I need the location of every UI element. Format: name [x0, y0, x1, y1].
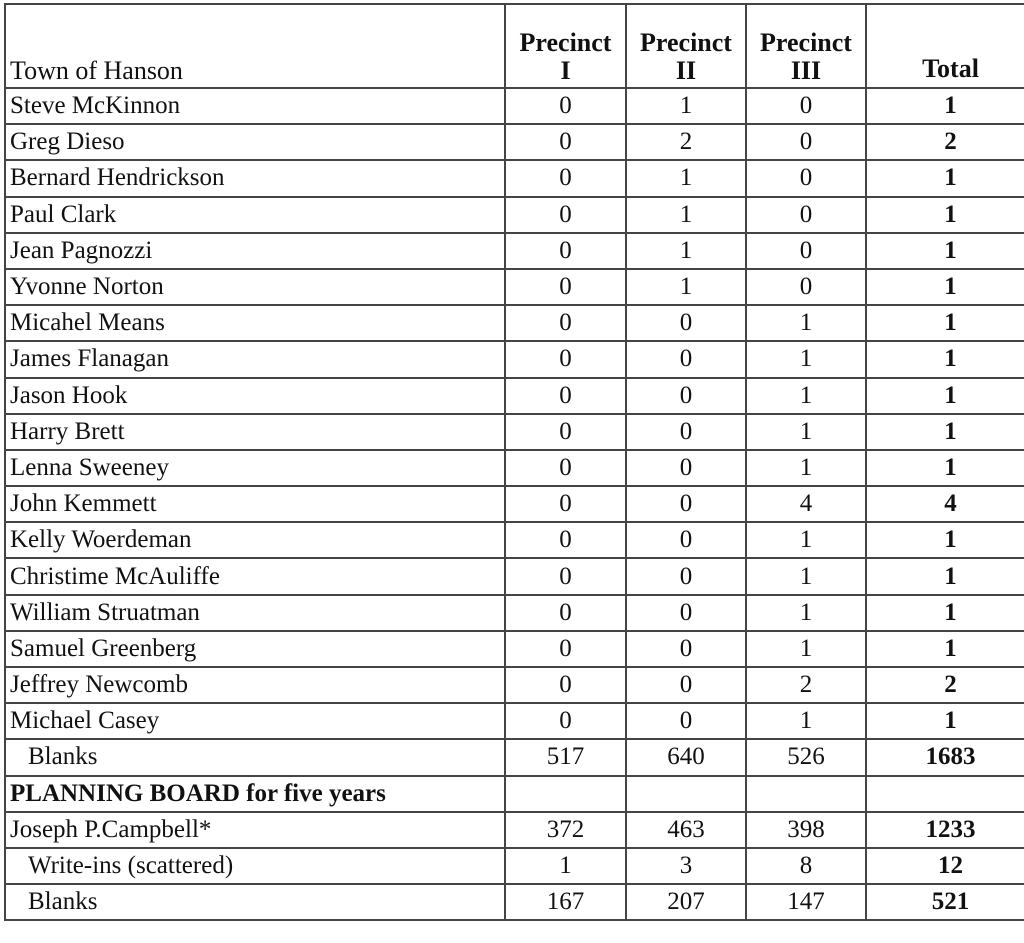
table-row — [5, 522, 1024, 558]
precinct-3-votes: 1 — [746, 703, 866, 739]
candidate-name: Lenna Sweeney — [5, 450, 505, 486]
precinct-3-votes: 1 — [746, 341, 866, 377]
table-row — [5, 160, 1024, 196]
table-row — [5, 595, 1024, 631]
total-votes: 1 — [866, 197, 1024, 233]
precinct-2-votes: 0 — [626, 703, 746, 739]
precinct-3-votes: 0 — [746, 88, 866, 124]
table-header-row — [5, 4, 1024, 88]
precinct-2-votes: 1 — [626, 88, 746, 124]
table-row — [5, 341, 1024, 377]
precinct-2-votes: 0 — [626, 378, 746, 414]
precinct-3-votes: 0 — [746, 160, 866, 196]
precinct-3-votes: 2 — [746, 667, 866, 703]
precinct-1-votes: 0 — [505, 703, 626, 739]
precinct-1-votes: 0 — [505, 124, 626, 160]
total-votes: 1 — [866, 378, 1024, 414]
candidate-name: Jeffrey Newcomb — [5, 667, 505, 703]
table-row — [5, 703, 1024, 739]
total-votes: 1 — [866, 269, 1024, 305]
section-header-row — [5, 776, 1024, 812]
table-row — [5, 197, 1024, 233]
precinct-2-votes: 1 — [626, 197, 746, 233]
precinct-1-votes: 0 — [505, 269, 626, 305]
total-votes: 4 — [866, 486, 1024, 522]
candidate-name: Jason Hook — [5, 378, 505, 414]
total-votes: 12 — [866, 848, 1024, 884]
precinct-1-votes: 0 — [505, 88, 626, 124]
total-votes: 1 — [866, 703, 1024, 739]
table-row — [5, 667, 1024, 703]
precinct-2-votes: 0 — [626, 450, 746, 486]
candidate-name: Blanks — [5, 739, 505, 775]
precinct-1-votes: 0 — [505, 305, 626, 341]
precinct-2-votes: 207 — [626, 884, 746, 920]
precinct-3-votes: 0 — [746, 197, 866, 233]
candidate-name: Michael Casey — [5, 703, 505, 739]
table-row — [5, 269, 1024, 305]
precinct-3-votes: 8 — [746, 848, 866, 884]
candidate-name: Kelly Woerdeman — [5, 522, 505, 558]
precinct-2-votes: 1 — [626, 160, 746, 196]
table-row — [5, 884, 1024, 920]
precinct-1-votes: 372 — [505, 812, 626, 848]
table-row — [5, 486, 1024, 522]
table-row — [5, 739, 1024, 775]
total-votes: 1683 — [866, 739, 1024, 775]
precinct-2-votes: 463 — [626, 812, 746, 848]
total-votes: 2 — [866, 667, 1024, 703]
precinct-3-votes: 398 — [746, 812, 866, 848]
precinct-3-votes: 147 — [746, 884, 866, 920]
table-row — [5, 848, 1024, 884]
total-votes: 1 — [866, 595, 1024, 631]
empty-cell — [866, 776, 1024, 812]
empty-cell — [626, 776, 746, 812]
total-votes: 1 — [866, 450, 1024, 486]
precinct-1-votes: 0 — [505, 378, 626, 414]
precinct-2-votes: 0 — [626, 667, 746, 703]
precinct-2-votes: 0 — [626, 414, 746, 450]
precinct-1-votes: 0 — [505, 667, 626, 703]
table-row — [5, 124, 1024, 160]
precinct-3-votes: 1 — [746, 595, 866, 631]
candidate-name: Christime McAuliffe — [5, 558, 505, 594]
table-row — [5, 414, 1024, 450]
precinct-2-votes: 0 — [626, 631, 746, 667]
table-row — [5, 631, 1024, 667]
precinct-3-votes: 1 — [746, 450, 866, 486]
precinct-2-votes: 0 — [626, 341, 746, 377]
precinct-3-votes: 1 — [746, 522, 866, 558]
precinct-3-votes: 0 — [746, 269, 866, 305]
total-votes: 1 — [866, 305, 1024, 341]
precinct-1-votes: 0 — [505, 341, 626, 377]
precinct-1-votes: 1 — [505, 848, 626, 884]
total-votes: 1 — [866, 88, 1024, 124]
precinct-1-votes: 0 — [505, 631, 626, 667]
precinct-3-votes: 0 — [746, 124, 866, 160]
total-votes: 1 — [866, 341, 1024, 377]
precinct-1-votes: 0 — [505, 522, 626, 558]
precinct-2-votes: 640 — [626, 739, 746, 775]
total-votes: 1 — [866, 522, 1024, 558]
precinct-1-votes: 0 — [505, 197, 626, 233]
table-row — [5, 305, 1024, 341]
table-row — [5, 378, 1024, 414]
precinct-1-votes: 0 — [505, 414, 626, 450]
precinct-1-votes: 0 — [505, 233, 626, 269]
candidate-name: Blanks — [5, 884, 505, 920]
table-row — [5, 233, 1024, 269]
total-votes: 1233 — [866, 812, 1024, 848]
table-row — [5, 812, 1024, 848]
precinct-1-votes: 0 — [505, 450, 626, 486]
table-row — [5, 558, 1024, 594]
candidate-name: Steve McKinnon — [5, 88, 505, 124]
precinct-2-votes: 0 — [626, 522, 746, 558]
precinct-2-votes: 0 — [626, 595, 746, 631]
candidate-name: Joseph P.Campbell* — [5, 812, 505, 848]
candidate-name: Write-ins (scattered) — [5, 848, 505, 884]
candidate-name: Bernard Hendrickson — [5, 160, 505, 196]
precinct-3-votes: 1 — [746, 378, 866, 414]
candidate-name: Harry Brett — [5, 414, 505, 450]
precinct-3-header: Precinct III — [746, 4, 866, 88]
candidate-name: Jean Pagnozzi — [5, 233, 505, 269]
precinct-2-header: Precinct II — [626, 4, 746, 88]
precinct-1-header: Precinct I — [505, 4, 626, 88]
precinct-3-votes: 1 — [746, 414, 866, 450]
precinct-2-votes: 1 — [626, 233, 746, 269]
precinct-1-votes: 167 — [505, 884, 626, 920]
election-results-table — [4, 3, 1024, 921]
candidate-name: Yvonne Norton — [5, 269, 505, 305]
empty-cell — [505, 776, 626, 812]
precinct-1-votes: 0 — [505, 160, 626, 196]
precinct-2-votes: 2 — [626, 124, 746, 160]
total-votes: 521 — [866, 884, 1024, 920]
precinct-2-votes: 0 — [626, 486, 746, 522]
precinct-3-votes: 1 — [746, 305, 866, 341]
precinct-3-votes: 526 — [746, 739, 866, 775]
candidate-name: James Flanagan — [5, 341, 505, 377]
empty-cell — [746, 776, 866, 812]
precinct-2-votes: 1 — [626, 269, 746, 305]
section-title: PLANNING BOARD for five years — [5, 776, 505, 812]
candidate-name: John Kemmett — [5, 486, 505, 522]
table-row — [5, 88, 1024, 124]
total-votes: 1 — [866, 233, 1024, 269]
precinct-3-votes: 1 — [746, 558, 866, 594]
precinct-2-votes: 3 — [626, 848, 746, 884]
precinct-2-votes: 0 — [626, 558, 746, 594]
precinct-1-votes: 0 — [505, 486, 626, 522]
total-votes: 1 — [866, 160, 1024, 196]
total-votes: 1 — [866, 631, 1024, 667]
total-votes: 2 — [866, 124, 1024, 160]
candidate-name: William Struatman — [5, 595, 505, 631]
table-row — [5, 450, 1024, 486]
precinct-1-votes: 0 — [505, 595, 626, 631]
precinct-1-votes: 0 — [505, 558, 626, 594]
candidate-name: Greg Dieso — [5, 124, 505, 160]
precinct-3-votes: 0 — [746, 233, 866, 269]
precinct-3-votes: 1 — [746, 631, 866, 667]
total-header: Total — [866, 4, 1024, 88]
candidate-name: Samuel Greenberg — [5, 631, 505, 667]
precinct-2-votes: 0 — [626, 305, 746, 341]
town-title: Town of Hanson — [5, 4, 505, 88]
precinct-1-votes: 517 — [505, 739, 626, 775]
total-votes: 1 — [866, 558, 1024, 594]
precinct-3-votes: 4 — [746, 486, 866, 522]
candidate-name: Micahel Means — [5, 305, 505, 341]
total-votes: 1 — [866, 414, 1024, 450]
candidate-name: Paul Clark — [5, 197, 505, 233]
